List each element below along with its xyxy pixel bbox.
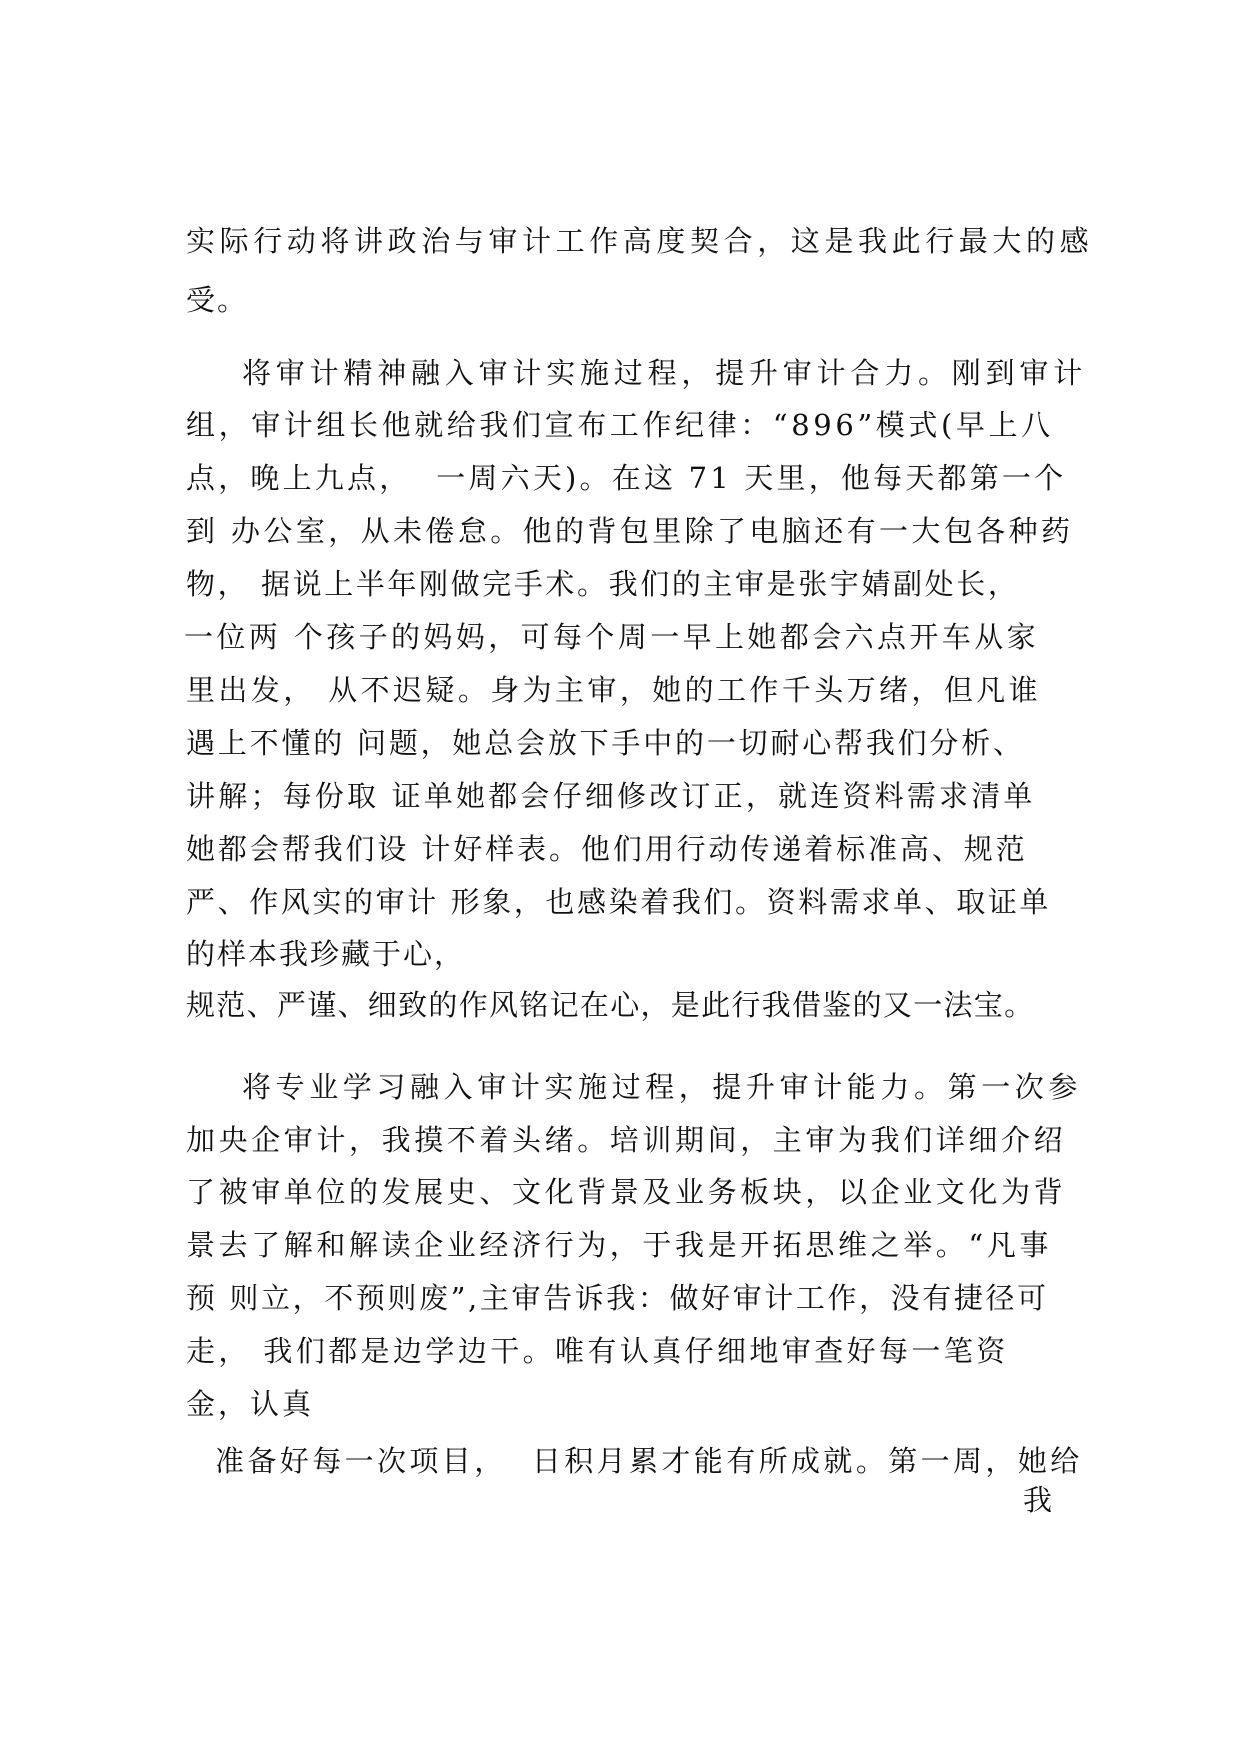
text-line: 点，晚上九点， 一周六天)。在这 71 天里，他每天都第一个 bbox=[186, 461, 1067, 495]
text-line: 的样本我珍藏于心， bbox=[186, 937, 466, 971]
text-line: 里出发， 从不迟疑。身为主审，她的工作千头万绪，但凡谁 bbox=[186, 673, 1042, 707]
paragraph-start-line: 将审计精神融入审计实施过程，提升审计合力。刚到审计 bbox=[242, 356, 1088, 390]
text-line: 景去了解和解读企业经济行为，于我是开拓思维之举。“凡事 bbox=[186, 1228, 1053, 1262]
text-line: 受。 bbox=[186, 283, 249, 317]
text-line: 加央企审计，我摸不着头绪。培训期间，主审为我们详细介绍 bbox=[186, 1123, 1067, 1157]
text-line: 物， 据说上半年刚做完手术。我们的主审是张宇婧副处长， bbox=[186, 567, 1020, 601]
text-line: 走， 我们都是边学边干。唯有认真仔细地审查好每一笔资 bbox=[186, 1334, 1009, 1368]
text-line: 严、作风实的审计 形象，也感染着我们。资料需求单、取证单 bbox=[186, 885, 1052, 919]
text-line: 她都会帮我们设 计好样表。他们用行动传递着标准高、规范 bbox=[186, 832, 1028, 866]
text-line: 预 则立，不预则废”,主审告诉我：做好审计工作，没有捷径可 bbox=[186, 1281, 1049, 1315]
text-line: 组，审计组长他就给我们宣布工作纪律：“896”模式(早上八 bbox=[186, 408, 1054, 442]
text-line: 遇上不懂的 问题，她总会放下手中的一切耐心帮我们分析、 bbox=[186, 726, 1025, 760]
text-line: 我 bbox=[1023, 1483, 1055, 1517]
text-line: 了被审单位的发展史、文化背景及业务板块，以企业文化为背 bbox=[186, 1175, 1067, 1209]
text-line: 到 办公室，从未倦怠。他的背包里除了电脑还有一大包各种药 bbox=[186, 514, 1074, 548]
text-line: 实际行动将讲政治与审计工作高度契合，这是我此行最大的感 bbox=[186, 224, 1094, 258]
text-line: 规范、严谨、细致的作风铭记在心，是此行我借鉴的又一法宝。 bbox=[186, 988, 1035, 1022]
text-line: 讲解；每份取 证单她都会仔细修改订正，就连资料需求清单 bbox=[186, 779, 1036, 813]
text-line: 准备好每一次项目， 日积月累才能有所成就。第一周，她给 bbox=[215, 1444, 1083, 1478]
text-line: 一位两 个孩子的妈妈，可每个周一早上她都会六点开车从家 bbox=[184, 620, 1040, 654]
paragraph-start-line: 将专业学习融入审计实施过程，提升审计能力。第一次参 bbox=[242, 1070, 1083, 1104]
text-line: 金，认真 bbox=[186, 1387, 315, 1421]
